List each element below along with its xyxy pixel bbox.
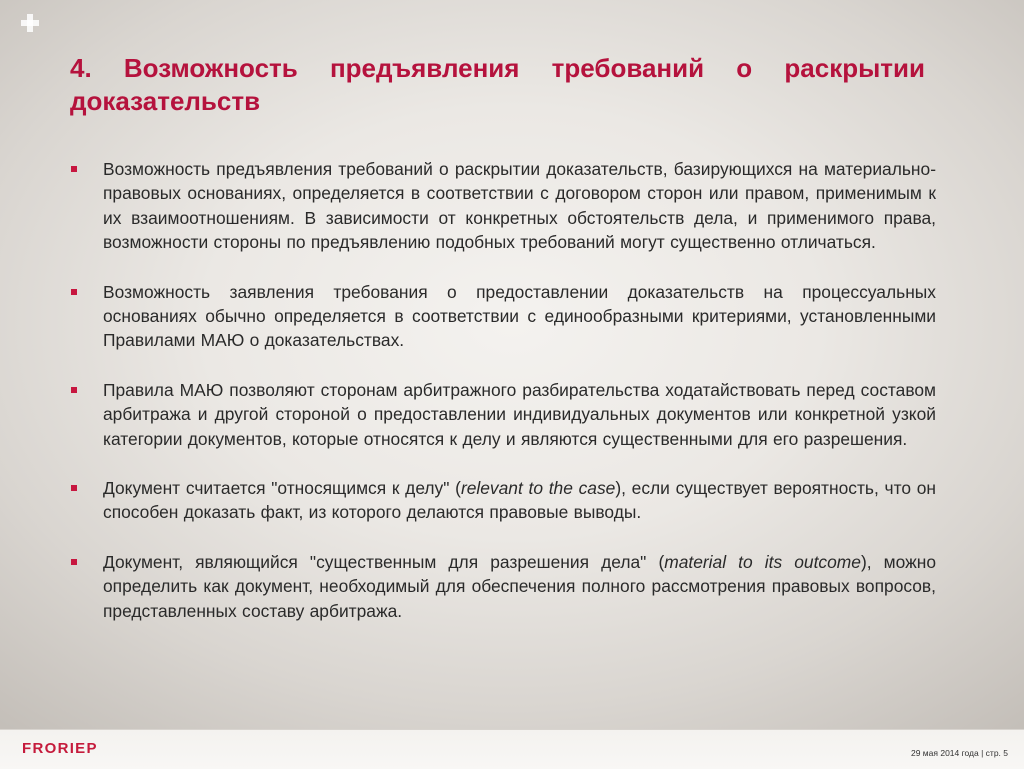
bullet-text (103, 280, 936, 353)
slide-title: 4. Возможность предъявления требований о раскрытии доказательств (70, 53, 925, 116)
bullet-text-segment: Возможность предъявления требований о раскрытии доказательств, базирующихся на материально-правовых основаниях, определяется в соответствии с договором сторон или правом, применимым к их взаимоотношениям. В зависимости от конкретных обстоятельств дела, и применимого права, возможности стороны по предъявлению подобных требований могут существенно отличаться. (103, 159, 936, 253)
bullet-square-icon (71, 289, 77, 295)
bullet-text (103, 157, 936, 255)
bullet-text-segment: ), можно определить как документ, необходимый для обеспечения полного рассмотрения правовых вопросов, представленных составу арбитража. (103, 551, 937, 621)
bullet-item (70, 550, 936, 623)
bullet-square-icon (71, 559, 77, 565)
bullet-list (70, 157, 936, 648)
bullet-item (70, 157, 936, 255)
bullet-text-italic: material to its outcome (664, 551, 861, 572)
bullet-text (103, 476, 936, 525)
bullet-item (70, 476, 936, 525)
bullet-square-icon (71, 166, 77, 172)
bullet-text (103, 378, 936, 451)
footer (0, 729, 1024, 769)
bullet-square-icon (71, 387, 77, 393)
bullet-text-segment: Документ считается "относящимся к делу" ( (103, 478, 461, 499)
footer-date-page: 29 мая 2014 года | стр. 5 (910, 748, 1008, 758)
froriep-logo: FRORIEP (22, 740, 98, 757)
bullet-square-icon (71, 485, 77, 491)
bullet-item (70, 280, 936, 353)
bullet-text-segment: Возможность заявления требования о предоставлении доказательств на процессуальных основаниях обычно определяется в соответствии с единообразными критериями, установленными Правилами МАЮ о доказательствах. (103, 281, 936, 351)
bullet-text-italic: relevant to the case (460, 478, 616, 499)
bullet-text-segment: ), если существует вероятность, что он способен доказать факт, из которого делаются правовые выводы. (103, 478, 937, 523)
bullet-text-segment: Документ, являющийся "существенным для разрешения дела" ( (103, 551, 665, 572)
bullet-text-segment: Правила МАЮ позволяют сторонам арбитражного разбирательства ходатайствовать перед составом арбитража и другой стороной о предоставлении индивидуальных документов или конкретной узкой категории документов, которые относятся к делу и являются существенными для его разрешения. (103, 379, 936, 449)
bullet-text (103, 550, 936, 623)
bullet-item (70, 378, 936, 451)
plus-icon (19, 12, 41, 34)
